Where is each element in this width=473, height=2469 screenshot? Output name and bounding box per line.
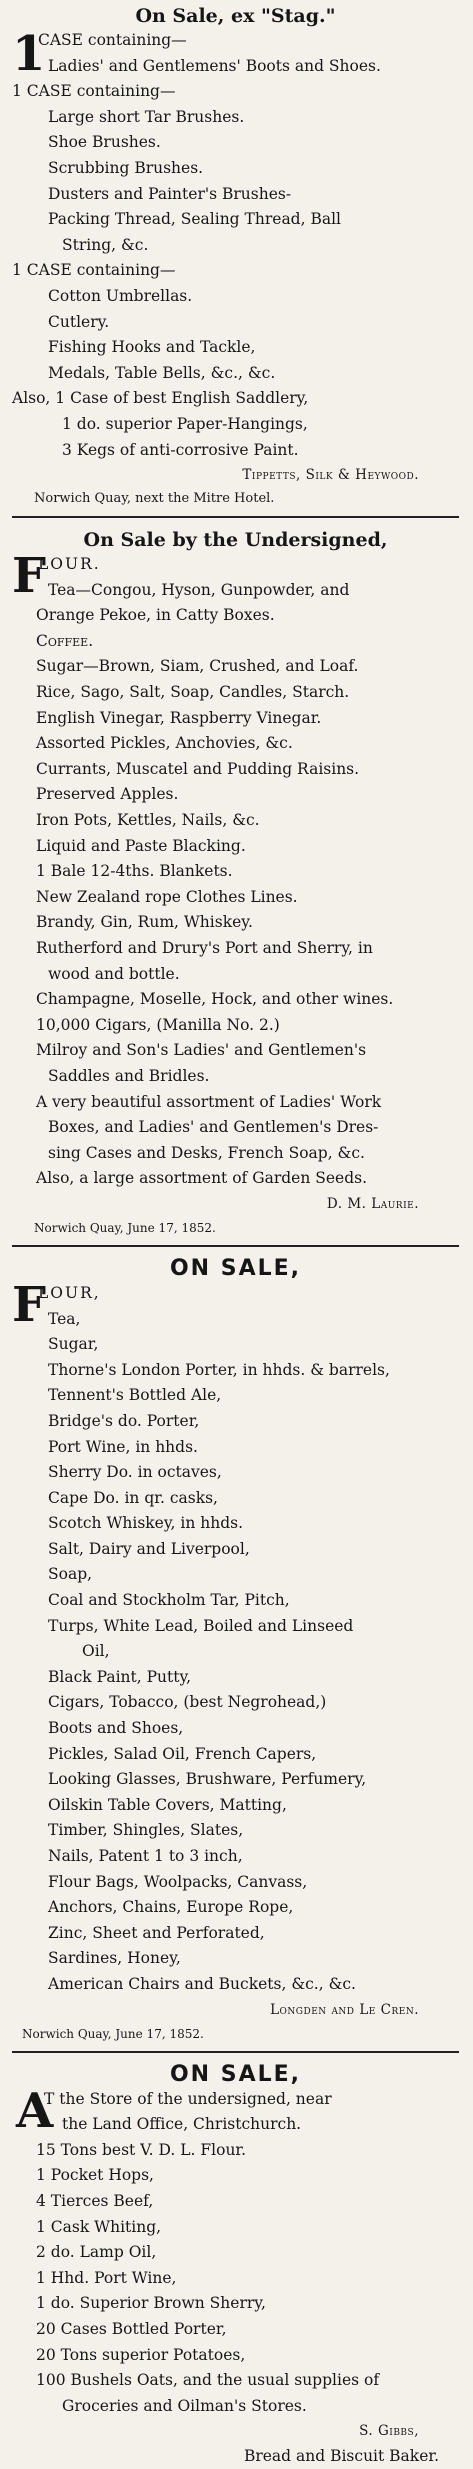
ad-signature: S. Gibbs,	[359, 2423, 419, 2440]
ad-line: Salt, Dairy and Liverpool,	[48, 1539, 250, 1558]
drop-cap: F	[12, 1276, 47, 1333]
divider	[12, 1245, 459, 1247]
ad-line: Zinc, Sheet and Perforated,	[48, 1923, 265, 1942]
ad-heading: On Sale, ex "Stag."	[135, 5, 336, 27]
ad-line: Saddles and Bridles.	[48, 1066, 210, 1085]
ad-line: English Vinegar, Raspberry Vinegar.	[36, 708, 322, 727]
ad-line: Boots and Shoes,	[48, 1719, 184, 1738]
advertisement-laurie	[12, 524, 459, 1239]
ad-signature: Longden and Le Cren.	[270, 2001, 419, 2018]
ad-line: 1 do. superior Paper-Hangings,	[62, 414, 308, 433]
ad-line: Nails, Patent 1 to 3 inch,	[48, 1847, 243, 1865]
ad-line: String, &c.	[62, 235, 149, 254]
ad-line: 20 Cases Bottled Porter,	[36, 2319, 227, 2338]
ad-line: Also, 1 Case of best English Saddlery,	[12, 389, 309, 408]
ad-line: Milroy and Son's Ladies' and Gentlemen's	[36, 1041, 367, 1060]
ad-line: Ladies' and Gentlemens' Boots and Shoes.	[48, 56, 381, 75]
ad-line: Packing Thread, Sealing Thread, Ball	[48, 210, 342, 229]
ad-line: Tea—Congou, Hyson, Gunpowder, and	[48, 580, 350, 599]
ad-line: Rutherford and Drury's Port and Sherry, in	[36, 939, 373, 957]
ad-line: Scrubbing Brushes.	[48, 158, 204, 177]
ad-line: Sardines, Honey,	[48, 1949, 181, 1968]
ad-line: 1 do. Superior Brown Sherry,	[36, 2294, 266, 2313]
ad-line: New Zealand rope Clothes Lines.	[36, 887, 298, 906]
ad-line: Medals, Table Bells, &c., &c.	[48, 363, 276, 382]
ad-line: Cutlery.	[48, 312, 110, 331]
ad-line: Brandy, Gin, Rum, Whiskey.	[36, 913, 253, 932]
ad-line: Rice, Sago, Salt, Soap, Candles, Starch.	[36, 683, 350, 702]
ad-heading: ON SALE,	[169, 2061, 302, 2087]
ad-line: Assorted Pickles, Anchovies, &c.	[36, 734, 293, 753]
ad-line: Also, a large assortment of Garden Seeds.	[36, 1169, 368, 1188]
ad-line: 20 Tons superior Potatoes,	[36, 2345, 246, 2364]
drop-cap: 1	[12, 26, 46, 82]
ad-line: Sugar—Brown, Siam, Crushed, and Loaf.	[36, 657, 359, 676]
ad-line: 1 CASE containing—	[12, 82, 176, 101]
ad-first-word: LOUR,	[38, 1283, 101, 1302]
ad-line: wood and bottle.	[48, 964, 180, 983]
ad-line: the Land Office, Christchurch.	[62, 2115, 302, 2134]
ad-line: Tennent's Bottled Ale,	[48, 1386, 222, 1405]
ad-line: Champagne, Moselle, Hock, and other wines.	[36, 990, 394, 1009]
ad-line: Sherry Do. in octaves,	[48, 1463, 222, 1482]
ad-signature: D. M. Laurie.	[326, 1195, 419, 1212]
ad-line: Shoe Brushes.	[48, 133, 161, 152]
ad-line: Fishing Hooks and Tackle,	[48, 338, 256, 357]
ad-first-text: T the Store of the undersigned, near	[44, 2089, 332, 2108]
ad-line: Oilskin Table Covers, Matting,	[48, 1795, 287, 1814]
ad-heading: On Sale by the Undersigned,	[83, 529, 388, 552]
ad-line: Liquid and Paste Blacking.	[36, 836, 246, 855]
ad-line: 100 Bushels Oats, and the usual supplies of	[36, 2371, 380, 2390]
ad-line: Dusters and Painter's Brushes-	[48, 184, 292, 203]
ad-line: 15 Tons best V. D. L. Flour.	[36, 2140, 247, 2159]
ad-line: 1 Cask Whiting,	[36, 2217, 162, 2236]
ad-line: 1 CASE containing—	[12, 261, 176, 280]
ad-line: Sugar,	[48, 1335, 99, 1354]
ad-line: Port Wine, in hhds.	[48, 1437, 198, 1456]
divider	[12, 516, 459, 518]
ad-line: sing Cases and Desks, French Soap, &c.	[48, 1143, 365, 1162]
ad-line: Orange Pekoe, in Catty Boxes.	[36, 606, 275, 625]
ad-line: 2 do. Lamp Oil,	[36, 2243, 157, 2262]
ad-line: 3 Kegs of anti-corrosive Paint.	[62, 440, 299, 459]
ad-line: Timber, Shingles, Slates,	[48, 1821, 244, 1840]
ad-line: American Chairs and Buckets, &c., &c.	[48, 1974, 356, 1993]
ad-line: Black Paint, Putty,	[48, 1667, 192, 1686]
ad-line: Groceries and Oilman's Stores.	[62, 2396, 307, 2415]
ad-line: Bridge's do. Porter,	[48, 1411, 200, 1430]
ad-line: Oil,	[82, 1642, 110, 1661]
ad-line: Preserved Apples.	[36, 785, 179, 804]
ad-line: 10,000 Cigars, (Manilla No. 2.)	[36, 1015, 280, 1034]
ad-signature-title: Bread and Biscuit Baker.	[243, 2447, 439, 2466]
ad-line: Thorne's London Porter, in hhds. & barrels,	[48, 1360, 390, 1379]
ad-address: Norwich Quay, next the Mitre Hotel.	[34, 491, 275, 507]
advertisement-stag	[12, 0, 459, 510]
ad-line: Tea,	[48, 1309, 81, 1328]
ad-line: Anchors, Chains, Europe Rope,	[48, 1898, 294, 1917]
ad-line: CASE containing—	[38, 31, 187, 49]
ad-line: Scotch Whiskey, in hhds.	[48, 1514, 244, 1533]
ad-heading: ON SALE,	[169, 1255, 302, 1281]
ad-first-word: LOUR.	[38, 555, 101, 574]
ad-line: 1 Pocket Hops,	[36, 2166, 154, 2185]
ad-line: Iron Pots, Kettles, Nails, &c.	[36, 811, 260, 830]
drop-cap: A	[16, 2082, 54, 2139]
ad-line: Turps, White Lead, Boiled and Linseed	[48, 1616, 354, 1635]
ad-line: Pickles, Salad Oil, French Capers,	[48, 1744, 317, 1763]
ad-line: Flour Bags, Woolpacks, Canvass,	[48, 1872, 308, 1891]
drop-cap: F	[12, 548, 47, 605]
ad-line: Cigars, Tobacco, (best Negrohead,)	[48, 1693, 327, 1712]
ad-line: Cape Do. in qr. casks,	[48, 1488, 218, 1507]
ad-line: A very beautiful assortment of Ladies' Work	[36, 1092, 382, 1111]
ad-line: Boxes, and Ladies' and Gentlemen's Dres-	[48, 1118, 379, 1137]
ad-signature: Tippetts, Silk & Heywood.	[242, 467, 419, 484]
ad-line: Coal and Stockholm Tar, Pitch,	[48, 1591, 290, 1610]
advertisement-gibbs	[12, 2059, 459, 2469]
ad-line: Coffee.	[36, 631, 94, 650]
ad-line: Cotton Umbrellas.	[48, 286, 193, 305]
ad-line: 4 Tierces Beef,	[36, 2191, 154, 2210]
divider	[12, 2051, 459, 2053]
advertisement-longden	[12, 1253, 459, 2045]
ad-line: 1 Bale 12-4ths. Blankets.	[36, 862, 233, 881]
ad-date: Norwich Quay, June 17, 1852.	[22, 2026, 204, 2041]
ad-line: Currants, Muscatel and Pudding Raisins.	[36, 759, 360, 778]
ad-line: Soap,	[48, 1565, 93, 1584]
ad-line: 1 Hhd. Port Wine,	[36, 2268, 177, 2287]
ad-date: Norwich Quay, June 17, 1852.	[34, 1220, 216, 1235]
ad-line: Large short Tar Brushes.	[48, 107, 245, 126]
ad-line: Looking Glasses, Brushware, Perfumery,	[48, 1770, 367, 1789]
